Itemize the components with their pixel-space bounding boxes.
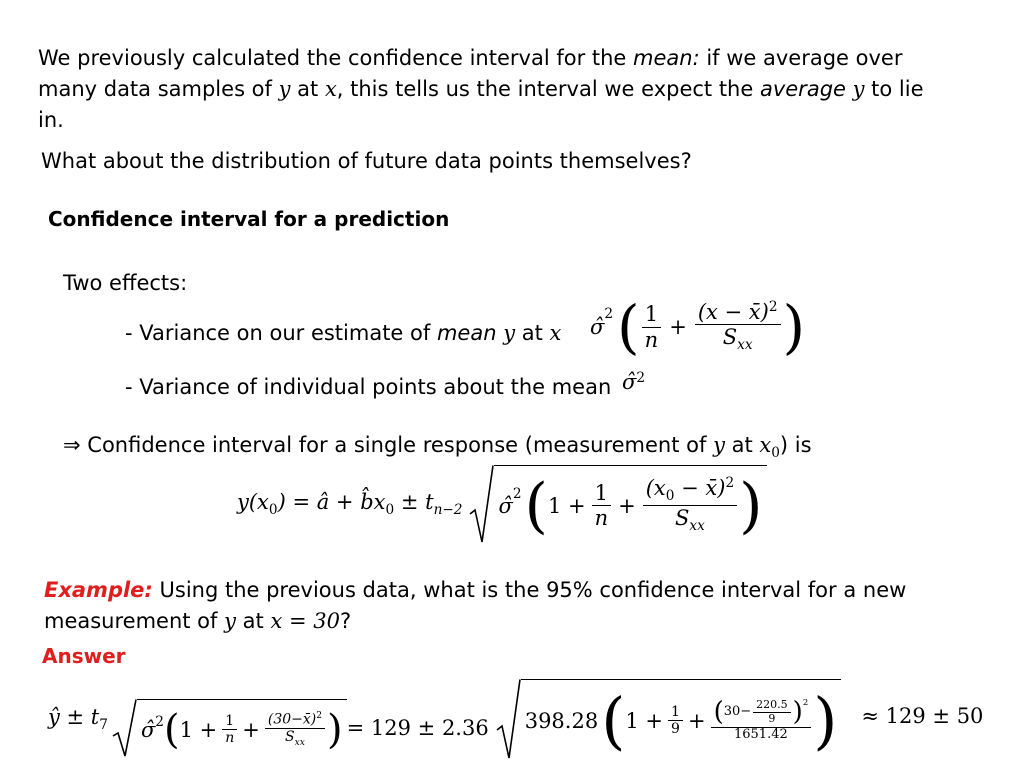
lhs-text: y(x bbox=[237, 489, 269, 514]
num-text: (30−x̄) bbox=[267, 711, 317, 728]
example-label: Example: bbox=[44, 578, 153, 602]
effect-1 bbox=[125, 318, 561, 349]
s-symbol: S bbox=[722, 325, 738, 350]
mean-variance-formula bbox=[590, 292, 805, 362]
example-line-2 bbox=[44, 606, 351, 637]
fraction-numeric-deviation bbox=[711, 698, 812, 744]
var-x: x bbox=[549, 321, 562, 345]
var-x0: x bbox=[759, 433, 772, 457]
exponent: 2 bbox=[155, 713, 164, 730]
var-y: y bbox=[713, 433, 725, 457]
square-root-numeric bbox=[495, 678, 842, 760]
plus-sign: + bbox=[687, 708, 706, 733]
right-paren: ) bbox=[327, 706, 343, 753]
equals-129: = 129 ± 2.36 bbox=[346, 716, 489, 740]
radicand bbox=[494, 465, 766, 544]
left-paren: ( bbox=[163, 706, 180, 753]
radicand bbox=[137, 699, 347, 758]
answer-label: Answer bbox=[42, 644, 126, 668]
denominator: 9 bbox=[768, 712, 776, 726]
num-open: (x bbox=[645, 476, 666, 501]
subscript: xx bbox=[294, 737, 305, 748]
intro-text: if we average over bbox=[699, 46, 903, 70]
example-text: ? bbox=[339, 609, 352, 633]
intro-text: at bbox=[290, 77, 325, 101]
right-paren: ) bbox=[813, 684, 838, 757]
exponent: 2 bbox=[512, 485, 522, 502]
numerator bbox=[711, 698, 812, 729]
right-paren: ) bbox=[739, 470, 763, 541]
subscript: xx bbox=[737, 337, 753, 354]
num-rest: − x̄) bbox=[674, 476, 726, 501]
sigma-hat: σ̂ bbox=[498, 493, 513, 518]
left-paren: ( bbox=[601, 684, 626, 757]
left-paren: ( bbox=[713, 696, 724, 727]
sigma-hat: σ̂ bbox=[622, 370, 637, 394]
numerator bbox=[695, 300, 781, 325]
one-plus: 1 + bbox=[625, 708, 664, 733]
average-emphasis: average bbox=[759, 77, 846, 101]
radical-sign bbox=[468, 464, 494, 544]
exponent: 2 bbox=[802, 696, 809, 707]
one-plus: 1 + bbox=[547, 493, 586, 518]
intro-line-1 bbox=[38, 43, 902, 74]
subscript: 7 bbox=[99, 717, 108, 734]
var-y: y bbox=[852, 77, 865, 101]
denominator bbox=[282, 729, 308, 748]
numerator: 1 bbox=[222, 713, 237, 730]
implies-text: ) is bbox=[779, 433, 812, 457]
exponent: 2 bbox=[725, 475, 735, 492]
radical-sign bbox=[495, 678, 521, 760]
var-y: y bbox=[224, 609, 236, 633]
yhat-pm-t bbox=[48, 705, 108, 733]
example-line-1 bbox=[44, 575, 906, 606]
example-text: at bbox=[235, 609, 271, 633]
deviation: (x − x̄) bbox=[697, 299, 769, 324]
subscript: 0 bbox=[665, 488, 675, 505]
sigma-hat: σ̂ bbox=[140, 717, 156, 742]
denominator: n bbox=[644, 327, 659, 352]
right-paren: ) bbox=[792, 696, 803, 727]
intro-text: , this tells us the interval we expect the bbox=[336, 77, 760, 101]
right-paren: ) bbox=[782, 293, 806, 361]
var-x: x bbox=[324, 77, 337, 101]
denominator: 9 bbox=[671, 721, 680, 737]
plus-sign: + bbox=[618, 493, 636, 518]
intro-line-2 bbox=[38, 74, 924, 105]
numerator: 220.5 bbox=[753, 699, 791, 713]
answer-formula bbox=[48, 675, 983, 763]
x-equals-30: x = 30 bbox=[270, 609, 340, 633]
implies-arrow: ⇒ bbox=[63, 433, 81, 457]
s-symbol: S bbox=[285, 728, 295, 745]
exponent: 2 bbox=[604, 306, 614, 322]
subscript: 0 bbox=[385, 502, 395, 519]
left-paren: ( bbox=[617, 293, 640, 361]
denominator: 1651.42 bbox=[733, 727, 788, 743]
subscript: 0 bbox=[771, 445, 780, 462]
fraction-deviation bbox=[695, 300, 781, 354]
sigma-squared bbox=[622, 370, 645, 394]
radical-sign bbox=[111, 698, 137, 758]
effect-2 bbox=[125, 372, 611, 403]
effect-2-text: - Variance of individual points about the mean bbox=[125, 375, 612, 399]
section-heading: Confidence interval for a prediction bbox=[48, 207, 450, 231]
subscript: xx bbox=[689, 518, 705, 535]
sigma-value: 398.28 bbox=[524, 708, 599, 733]
subscript: n−2 bbox=[433, 502, 463, 519]
var-y: y bbox=[278, 77, 291, 101]
effect-1-text: - Variance on our estimate of bbox=[125, 321, 437, 345]
yhat-text: ŷ ± t bbox=[48, 704, 100, 729]
intro-text: We previously calculated the confidence interval for the bbox=[38, 46, 634, 70]
sigma-hat: σ̂ bbox=[590, 315, 605, 339]
denominator bbox=[720, 325, 756, 354]
radicand bbox=[521, 679, 842, 760]
plus-sign: + bbox=[669, 315, 687, 339]
mean-emphasis: mean bbox=[436, 321, 497, 345]
var-y: y bbox=[503, 321, 516, 345]
mean-emphasis: mean: bbox=[633, 46, 700, 70]
one-plus: 1 + bbox=[179, 717, 218, 742]
lhs bbox=[237, 490, 462, 518]
fraction-1-over-n bbox=[222, 713, 237, 746]
numerator: 1 bbox=[592, 481, 611, 506]
numerator bbox=[265, 711, 325, 729]
prediction-interval-formula bbox=[237, 464, 767, 544]
numerator bbox=[643, 476, 737, 506]
example-text: measurement of bbox=[44, 609, 225, 633]
thirty-minus: 30− bbox=[723, 704, 752, 720]
question-text: What about the distribution of future data points themselves? bbox=[41, 149, 692, 173]
numerator: 1 bbox=[642, 302, 661, 327]
denominator: n bbox=[594, 506, 609, 530]
lhs-text: ) = â + b̂x bbox=[277, 489, 386, 514]
approx-result: ≈ 129 ± 50 bbox=[861, 704, 984, 728]
s-symbol: S bbox=[675, 506, 690, 530]
example-text: Using the previous data, what is the 95% confidence interval for a new bbox=[152, 578, 907, 602]
numerator: 1 bbox=[668, 704, 683, 721]
denominator: n bbox=[225, 730, 235, 746]
fraction-deviation bbox=[643, 476, 737, 535]
square-root bbox=[468, 464, 766, 544]
intro-text: many data samples of bbox=[38, 77, 279, 101]
exponent: 2 bbox=[636, 370, 646, 386]
implies-text: at bbox=[724, 433, 760, 457]
two-effects-label: Two effects: bbox=[63, 271, 188, 295]
pm-t: ± t bbox=[394, 489, 434, 514]
fraction-1-over-9 bbox=[668, 704, 683, 737]
square-root-small bbox=[111, 698, 347, 758]
plus-sign: + bbox=[242, 717, 260, 742]
exponent: 2 bbox=[316, 711, 323, 721]
exponent: 2 bbox=[768, 298, 778, 315]
fraction-1-over-n bbox=[642, 302, 662, 351]
intro-text: to lie bbox=[864, 77, 924, 101]
effect-1-text: at bbox=[515, 321, 550, 345]
fraction-deviation bbox=[265, 711, 325, 748]
subscript: 0 bbox=[268, 502, 278, 519]
denominator bbox=[672, 506, 708, 535]
fraction-mean bbox=[753, 699, 791, 725]
implies-text: Confidence interval for a single response (measurement of bbox=[80, 433, 714, 457]
fraction-1-over-n bbox=[592, 481, 612, 530]
intro-line-3: in. bbox=[38, 108, 64, 132]
left-paren: ( bbox=[524, 470, 548, 541]
